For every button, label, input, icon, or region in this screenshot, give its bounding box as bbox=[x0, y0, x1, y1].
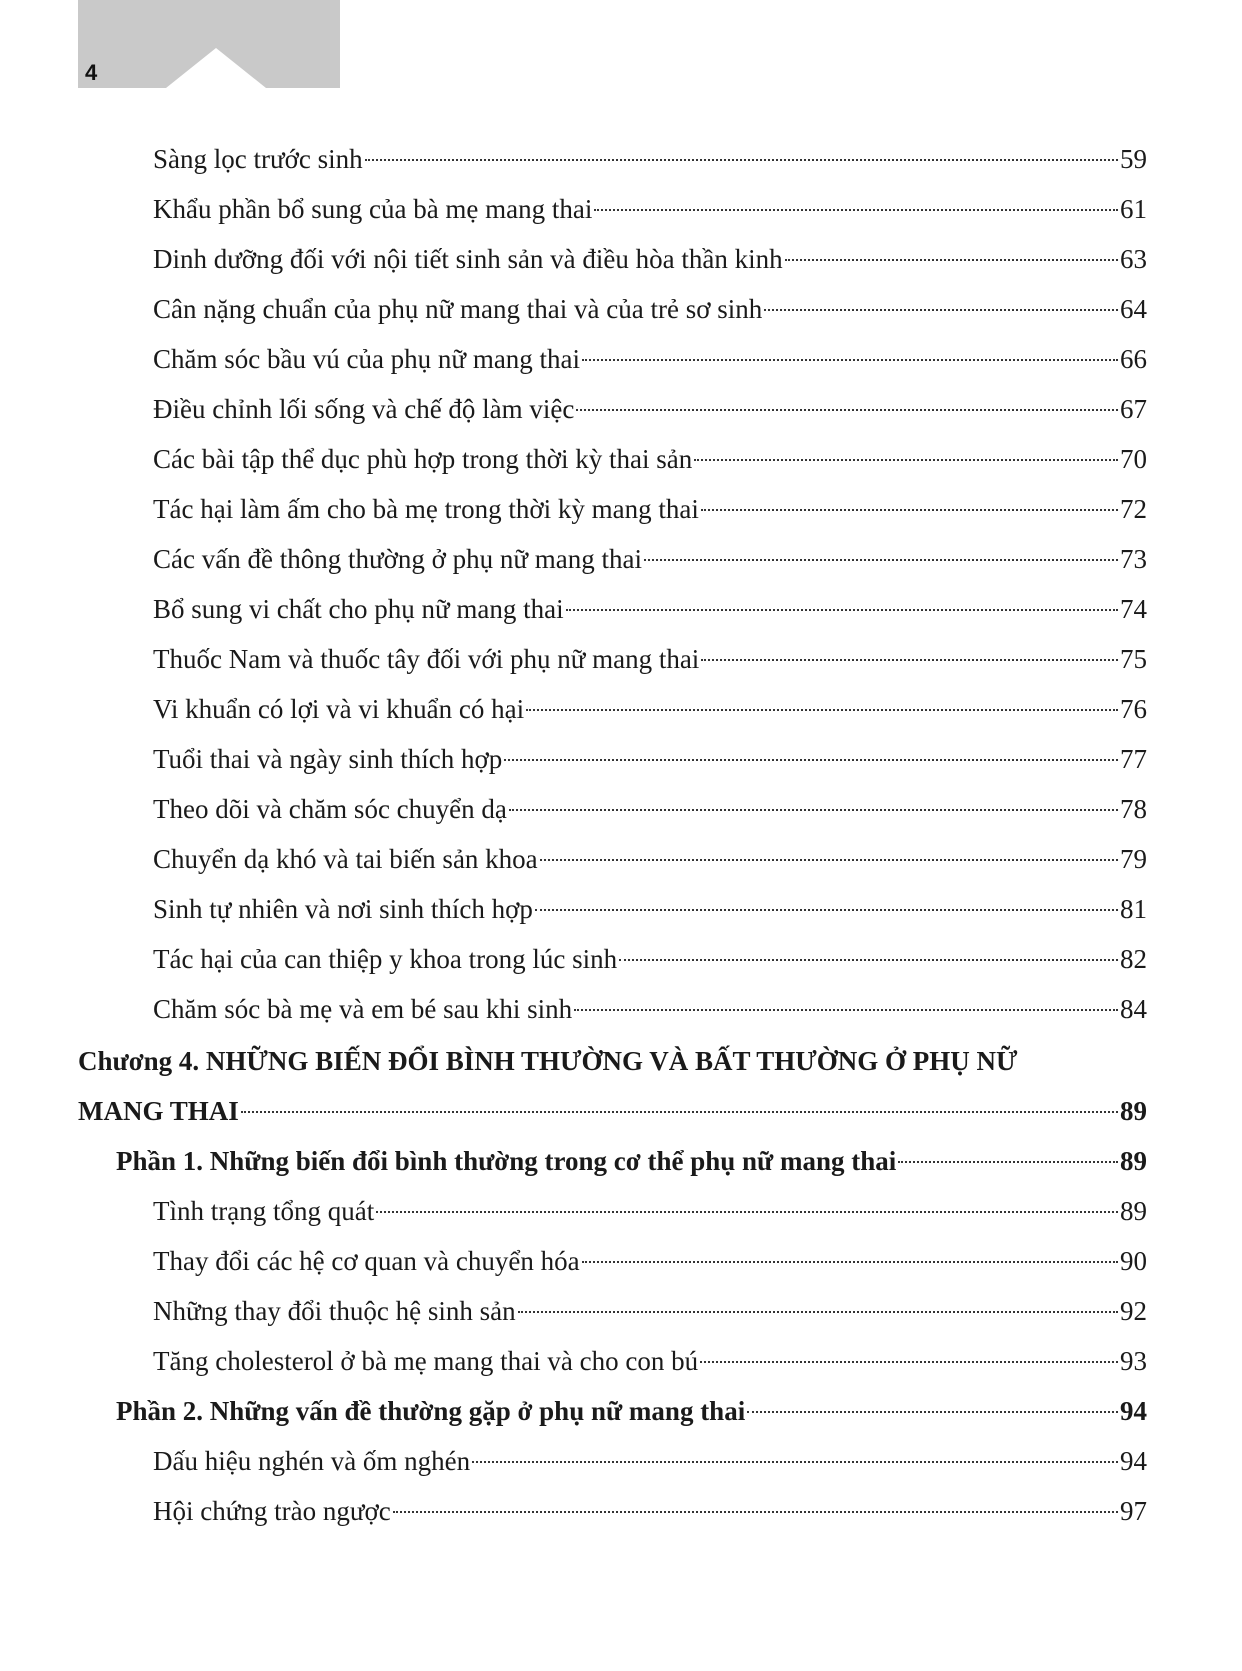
toc-entry-page: 72 bbox=[1120, 494, 1147, 524]
dot-leader bbox=[393, 1511, 1118, 1513]
dot-leader bbox=[644, 559, 1118, 561]
toc-entry-page: 74 bbox=[1120, 594, 1147, 624]
dot-leader bbox=[582, 1261, 1118, 1263]
chapter-title-line-1[interactable]: Chương 4. NHỮNG BIẾN ĐỔI BÌNH THƯỜNG VÀ BẤT THƯỜNG Ở PHỤ NỮ bbox=[78, 1046, 1018, 1076]
toc-entry-page: 92 bbox=[1120, 1296, 1147, 1326]
toc-entry-title: Bổ sung vi chất cho phụ nữ mang thai bbox=[153, 594, 564, 624]
dot-leader bbox=[241, 1111, 1118, 1113]
chapter-title-line-2: MANG THAI bbox=[78, 1096, 239, 1126]
toc-entry-title: Thay đổi các hệ cơ quan và chuyển hóa bbox=[153, 1246, 580, 1276]
dot-leader bbox=[747, 1411, 1118, 1413]
table-of-contents bbox=[0, 134, 1242, 1536]
toc-entry-title: Tác hại của can thiệp y khoa trong lúc sinh bbox=[153, 944, 618, 974]
toc-entry-page: 63 bbox=[1120, 244, 1147, 274]
toc-entry[interactable] bbox=[153, 384, 1147, 434]
part-page: 89 bbox=[1120, 1146, 1147, 1176]
dot-leader bbox=[619, 959, 1118, 961]
toc-entry-title: Chăm sóc bầu vú của phụ nữ mang thai bbox=[153, 344, 581, 374]
toc-entry-title: Các bài tập thể dục phù hợp trong thời kỳ thai sản bbox=[153, 444, 693, 474]
toc-entry-page: 93 bbox=[1120, 1346, 1147, 1376]
toc-entry-page: 97 bbox=[1120, 1496, 1147, 1526]
toc-entry[interactable] bbox=[153, 684, 1147, 734]
toc-entry-page: 76 bbox=[1120, 694, 1147, 724]
dot-leader bbox=[376, 1211, 1118, 1213]
toc-entry[interactable] bbox=[153, 1486, 1147, 1536]
chapter-page: 89 bbox=[1120, 1096, 1147, 1126]
toc-entry[interactable] bbox=[153, 584, 1147, 634]
toc-entry-title: Theo dõi và chăm sóc chuyển dạ bbox=[153, 794, 507, 824]
toc-entry-page: 82 bbox=[1120, 944, 1147, 974]
toc-entry-title: Khẩu phần bổ sung của bà mẹ mang thai bbox=[153, 194, 593, 224]
toc-entry[interactable] bbox=[153, 484, 1147, 534]
toc-entry-page: 75 bbox=[1120, 644, 1147, 674]
dot-leader bbox=[898, 1161, 1118, 1163]
toc-entry-title: Cân nặng chuẩn của phụ nữ mang thai và của trẻ sơ sinh bbox=[153, 294, 763, 324]
toc-entry[interactable] bbox=[153, 784, 1147, 834]
part-title: Phần 1. Những biến đổi bình thường trong cơ thể phụ nữ mang thai bbox=[116, 1146, 897, 1176]
toc-entry-page: 67 bbox=[1120, 394, 1147, 424]
toc-entry-title: Điều chỉnh lối sống và chế độ làm việc bbox=[153, 394, 575, 424]
toc-entry-title: Thuốc Nam và thuốc tây đối với phụ nữ mang thai bbox=[153, 644, 700, 674]
toc-entry-page: 94 bbox=[1120, 1446, 1147, 1476]
toc-entry-page: 84 bbox=[1120, 994, 1147, 1024]
toc-entry-title: Vi khuẩn có lợi và vi khuẩn có hại bbox=[153, 694, 525, 724]
toc-entry[interactable] bbox=[153, 1286, 1147, 1336]
dot-leader bbox=[365, 159, 1118, 161]
dot-leader bbox=[764, 309, 1118, 311]
toc-entry-page: 78 bbox=[1120, 794, 1147, 824]
toc-entry-title: Tác hại làm ấm cho bà mẹ trong thời kỳ mang thai bbox=[153, 494, 699, 524]
toc-entry[interactable] bbox=[153, 284, 1147, 334]
tab-notch-shape bbox=[166, 48, 266, 88]
toc-entry-page: 70 bbox=[1120, 444, 1147, 474]
toc-entry-title: Những thay đổi thuộc hệ sinh sản bbox=[153, 1296, 516, 1326]
toc-entry[interactable] bbox=[153, 134, 1147, 184]
toc-entry-page: 81 bbox=[1120, 894, 1147, 924]
toc-entry-page: 59 bbox=[1120, 144, 1147, 174]
dot-leader bbox=[540, 859, 1118, 861]
toc-entry-page: 90 bbox=[1120, 1246, 1147, 1276]
toc-entry-page: 89 bbox=[1120, 1196, 1147, 1226]
dot-leader bbox=[582, 359, 1118, 361]
dot-leader bbox=[518, 1311, 1118, 1313]
toc-entry-title: Các vấn đề thông thường ở phụ nữ mang thai bbox=[153, 544, 642, 574]
toc-entry-page: 73 bbox=[1120, 544, 1147, 574]
toc-entry-title: Dinh dưỡng đối với nội tiết sinh sản và điều hòa thần kinh bbox=[153, 244, 783, 274]
toc-entry[interactable] bbox=[153, 234, 1147, 284]
dot-leader bbox=[535, 909, 1118, 911]
toc-entry[interactable] bbox=[153, 434, 1147, 484]
dot-leader bbox=[785, 259, 1118, 261]
toc-entry[interactable] bbox=[153, 934, 1147, 984]
part-title: Phần 2. Những vấn đề thường gặp ở phụ nữ mang thai bbox=[116, 1396, 746, 1426]
toc-entry-title: Sàng lọc trước sinh bbox=[153, 144, 363, 174]
toc-entry-page: 61 bbox=[1120, 194, 1147, 224]
part-entry[interactable] bbox=[116, 1386, 1147, 1436]
part-page: 94 bbox=[1120, 1396, 1147, 1426]
toc-entry[interactable] bbox=[153, 1186, 1147, 1236]
toc-entry[interactable] bbox=[153, 184, 1147, 234]
dot-leader bbox=[509, 809, 1118, 811]
toc-entry[interactable] bbox=[153, 1436, 1147, 1486]
chapter-entry[interactable] bbox=[78, 1086, 1147, 1136]
toc-entry[interactable] bbox=[153, 1336, 1147, 1386]
toc-entry-title: Sinh tự nhiên và nơi sinh thích hợp bbox=[153, 894, 533, 924]
page-header-tab bbox=[78, 0, 340, 88]
dot-leader bbox=[700, 1361, 1118, 1363]
toc-entry-title: Chuyển dạ khó và tai biến sản khoa bbox=[153, 844, 538, 874]
toc-entry-page: 77 bbox=[1120, 744, 1147, 774]
part-entry[interactable] bbox=[116, 1136, 1147, 1186]
dot-leader bbox=[694, 459, 1118, 461]
toc-entry[interactable] bbox=[153, 634, 1147, 684]
toc-entry-title: Hội chứng trào ngược bbox=[153, 1496, 391, 1526]
dot-leader bbox=[701, 509, 1118, 511]
toc-entry-title: Tuổi thai và ngày sinh thích hợp bbox=[153, 744, 503, 774]
dot-leader bbox=[526, 709, 1118, 711]
dot-leader bbox=[576, 409, 1118, 411]
toc-entry[interactable] bbox=[153, 984, 1147, 1034]
toc-entry-title: Dấu hiệu nghén và ốm nghén bbox=[153, 1446, 471, 1476]
toc-entry-page: 64 bbox=[1120, 294, 1147, 324]
toc-entry-page: 66 bbox=[1120, 344, 1147, 374]
dot-leader bbox=[566, 609, 1118, 611]
page-number: 4 bbox=[85, 60, 98, 85]
toc-entry[interactable] bbox=[153, 1236, 1147, 1286]
toc-entry[interactable] bbox=[153, 734, 1147, 784]
dot-leader bbox=[472, 1461, 1118, 1463]
dot-leader bbox=[594, 209, 1118, 211]
toc-entry[interactable] bbox=[153, 534, 1147, 584]
toc-entry[interactable] bbox=[153, 834, 1147, 884]
toc-entry[interactable] bbox=[153, 884, 1147, 934]
dot-leader bbox=[701, 659, 1118, 661]
dot-leader bbox=[504, 759, 1118, 761]
toc-entry-title: Tăng cholesterol ở bà mẹ mang thai và cho con bú bbox=[153, 1346, 699, 1376]
toc-entry-title: Tình trạng tổng quát bbox=[153, 1196, 375, 1226]
toc-entry-title: Chăm sóc bà mẹ và em bé sau khi sinh bbox=[153, 994, 573, 1024]
toc-entry-page: 79 bbox=[1120, 844, 1147, 874]
toc-entry[interactable] bbox=[153, 334, 1147, 384]
dot-leader bbox=[574, 1009, 1118, 1011]
